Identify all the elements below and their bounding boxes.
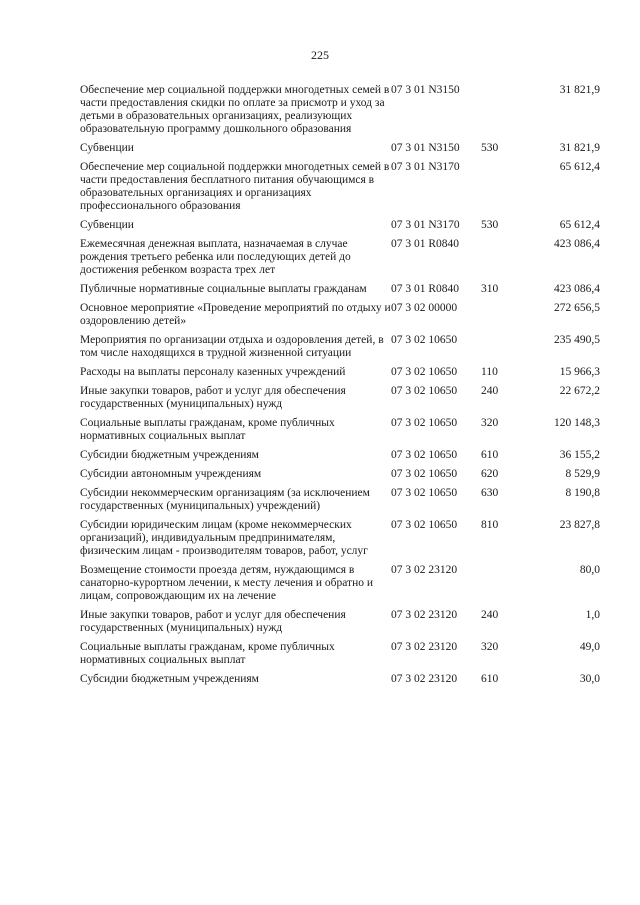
amount: 8 529,9 (565, 468, 600, 480)
amount: 80,0 (579, 564, 600, 576)
expense-name: Субсидии бюджетным учреждениям (80, 673, 259, 685)
amount: 65 612,4 (559, 219, 600, 231)
expense-name: Субвенции (80, 142, 134, 154)
amount: 30,0 (579, 673, 600, 685)
expense-type-code: 610 (481, 673, 499, 685)
amount: 22 672,2 (559, 385, 600, 397)
table-row (80, 673, 600, 686)
table-row (80, 468, 600, 481)
table-row (80, 142, 600, 155)
target-article-code: 07 3 02 10650 (391, 519, 458, 531)
table-row (80, 641, 600, 667)
target-article-code: 07 3 01 N3170 (391, 161, 460, 173)
expense-name: Иные закупки товаров, работ и услуг для обеспечения государственных (муниципальных) нужд (80, 609, 346, 634)
expense-name: Социальные выплаты гражданам, кроме публичных нормативных социальных выплат (80, 641, 335, 666)
amount: 31 821,9 (559, 84, 600, 96)
amount: 23 827,8 (559, 519, 600, 531)
table-row (80, 487, 600, 513)
target-article-code: 07 3 02 10650 (391, 449, 458, 461)
expense-name: Мероприятия по организации отдыха и оздоровления детей, в том числе находящихся в трудной жизненной ситуации (80, 334, 384, 359)
table-row (80, 283, 600, 296)
target-article-code: 07 3 01 N3150 (391, 84, 460, 96)
target-article-code: 07 3 01 R0840 (391, 283, 460, 295)
table-row (80, 609, 600, 635)
amount: 423 086,4 (554, 283, 600, 295)
expense-type-code: 110 (481, 366, 498, 378)
target-article-code: 07 3 02 23120 (391, 564, 458, 576)
expense-type-code: 240 (481, 385, 499, 397)
budget-table (80, 84, 600, 692)
target-article-code: 07 3 02 10650 (391, 366, 458, 378)
expense-name: Субсидии бюджетным учреждениям (80, 449, 259, 461)
table-row (80, 334, 600, 360)
expense-type-code: 810 (481, 519, 499, 531)
amount: 36 155,2 (559, 449, 600, 461)
expense-type-code: 320 (481, 417, 499, 429)
table-row (80, 449, 600, 462)
target-article-code: 07 3 02 10650 (391, 417, 458, 429)
table-row (80, 366, 600, 379)
target-article-code: 07 3 02 10650 (391, 334, 458, 346)
expense-name: Социальные выплаты гражданам, кроме публичных нормативных социальных выплат (80, 417, 335, 442)
target-article-code: 07 3 02 23120 (391, 673, 458, 685)
expense-name: Субсидии юридическим лицам (кроме некоммерческих организаций), индивидуальным предпринимателям, физическим лицам - производителям товаров, работ, услуг (80, 519, 368, 557)
expense-type-code: 530 (481, 142, 499, 154)
expense-name: Публичные нормативные социальные выплаты гражданам (80, 283, 367, 295)
expense-name: Субвенции (80, 219, 134, 231)
table-row (80, 417, 600, 443)
target-article-code: 07 3 02 10650 (391, 468, 458, 480)
table-row (80, 238, 600, 277)
target-article-code: 07 3 01 N3170 (391, 219, 460, 231)
target-article-code: 07 3 02 10650 (391, 487, 458, 499)
amount: 65 612,4 (559, 161, 600, 173)
amount: 1,0 (585, 609, 600, 621)
target-article-code: 07 3 02 00000 (391, 302, 458, 314)
expense-name: Обеспечение мер социальной поддержки многодетных семей в части предоставления скидки по оплате за присмотр и уход за детьми в образовательных организациях, реализующих образовательную программу дошкольного образования (80, 84, 390, 135)
expense-name: Основное мероприятие «Проведение мероприятий по отдыху и оздоровлению детей» (80, 302, 391, 327)
expense-type-code: 530 (481, 219, 499, 231)
table-row (80, 385, 600, 411)
target-article-code: 07 3 02 10650 (391, 385, 458, 397)
expense-type-code: 320 (481, 641, 499, 653)
expense-type-code: 630 (481, 487, 499, 499)
table-row (80, 564, 600, 603)
table-row (80, 161, 600, 213)
target-article-code: 07 3 01 R0840 (391, 238, 460, 250)
target-article-code: 07 3 02 23120 (391, 641, 458, 653)
amount: 31 821,9 (559, 142, 600, 154)
page-number: 225 (311, 48, 329, 62)
table-row (80, 84, 600, 136)
expense-name: Обеспечение мер социальной поддержки многодетных семей в части предоставления бесплатного питания обучающимся в образовательных организациях и организациях профессионального образования (80, 161, 390, 212)
expense-name: Иные закупки товаров, работ и услуг для обеспечения государственных (муниципальных) нужд (80, 385, 346, 410)
amount: 49,0 (579, 641, 600, 653)
target-article-code: 07 3 02 23120 (391, 609, 458, 621)
expense-type-code: 310 (481, 283, 499, 295)
amount: 423 086,4 (554, 238, 600, 250)
amount: 8 190,8 (565, 487, 600, 499)
expense-type-code: 620 (481, 468, 499, 480)
expense-name: Субсидии автономным учреждениям (80, 468, 262, 480)
table-row (80, 302, 600, 328)
expense-name: Расходы на выплаты персоналу казенных учреждений (80, 366, 346, 378)
amount: 120 148,3 (554, 417, 600, 429)
expense-type-code: 610 (481, 449, 499, 461)
expense-name: Субсидии некоммерческим организациям (за исключением государственных (муниципальных) учреждений) (80, 487, 370, 512)
table-row (80, 219, 600, 232)
table-row (80, 519, 600, 558)
expense-name: Ежемесячная денежная выплата, назначаемая в случае рождения третьего ребенка или последующих детей до достижения ребенком возраста трех лет (80, 238, 351, 276)
expense-type-code: 240 (481, 609, 499, 621)
expense-name: Возмещение стоимости проезда детям, нуждающимся в санаторно-курортном лечении, к месту лечения и обратно и лицам, сопровождающим их на лечение (80, 564, 374, 602)
amount: 235 490,5 (554, 334, 600, 346)
target-article-code: 07 3 01 N3150 (391, 142, 460, 154)
amount: 272 656,5 (554, 302, 600, 314)
amount: 15 966,3 (559, 366, 600, 378)
